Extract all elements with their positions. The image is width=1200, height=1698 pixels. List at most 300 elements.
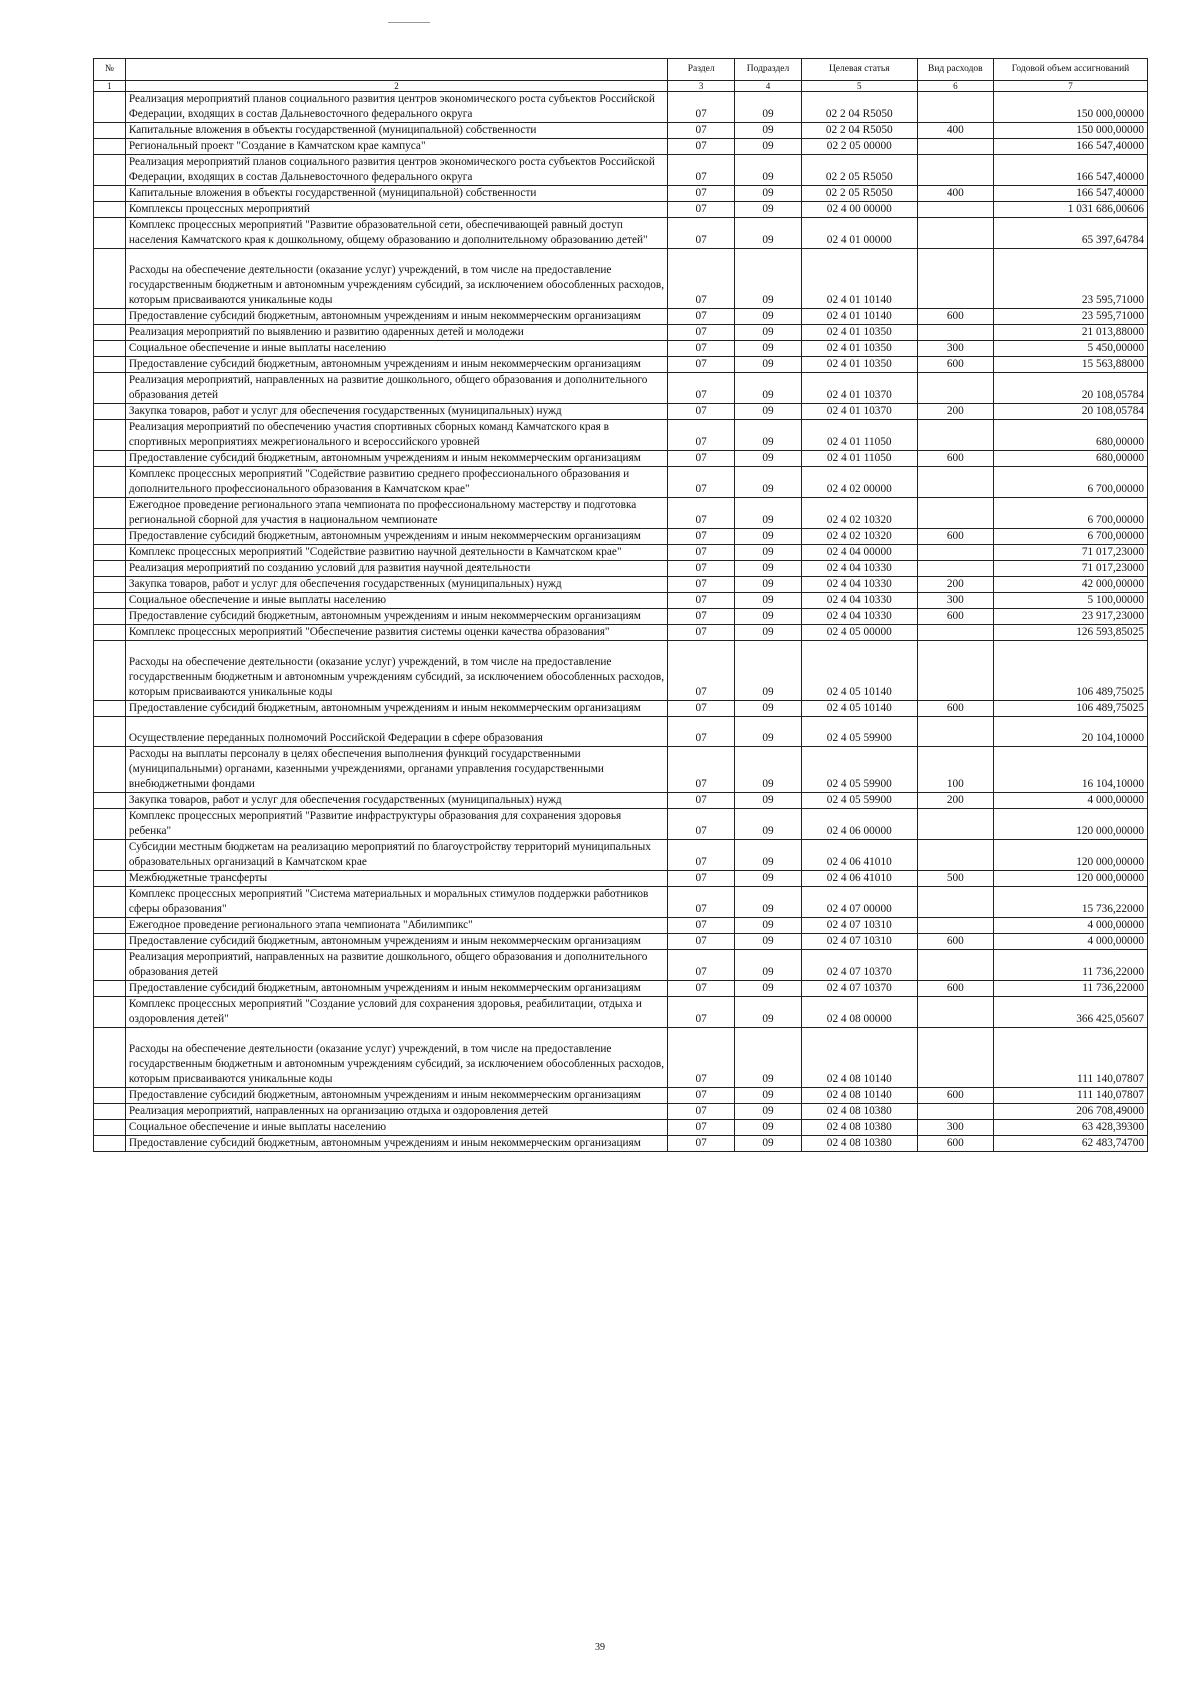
table-header-row [94,59,1148,81]
cell-podrazdel: 09 [735,341,802,357]
cell-razdel: 07 [668,1028,735,1088]
cell-vid-raskhodov [917,625,993,641]
cell-vid-raskhodov [917,1104,993,1120]
cell-number [94,1028,126,1088]
table-row [94,561,1148,577]
cell-name: Закупка товаров, работ и услуг для обеспечения государственных (муниципальных) нужд [125,577,667,593]
cell-tselevaya-statya: 02 4 01 11050 [801,420,917,451]
cell-number [94,609,126,625]
cell-podrazdel: 09 [735,625,802,641]
cell-number [94,155,126,186]
cell-razdel: 07 [668,934,735,950]
table-row [94,701,1148,717]
table-row [94,950,1148,981]
cell-podrazdel: 09 [735,202,802,218]
cell-name: Ежегодное проведение регионального этапа чемпионата "Абилимпикс" [125,918,667,934]
cell-name: Реализация мероприятий, направленных на развитие дошкольного, общего образования и дополнительного образования детей [125,950,667,981]
cell-podrazdel: 09 [735,545,802,561]
cell-tselevaya-statya: 02 4 02 10320 [801,498,917,529]
cell-podrazdel: 09 [735,577,802,593]
cell-name: Реализация мероприятий, направленных на организацию отдыха и оздоровления детей [125,1104,667,1120]
header-podrazdel: Подраздел [735,59,802,81]
cell-amount: 6 700,00000 [994,529,1148,545]
cell-razdel: 07 [668,997,735,1028]
cell-vid-raskhodov: 600 [917,1088,993,1104]
cell-number [94,357,126,373]
table-row [94,155,1148,186]
cell-amount: 4 000,00000 [994,793,1148,809]
column-index-row [94,81,1148,92]
cell-number [94,92,126,123]
cell-vid-raskhodov [917,561,993,577]
cell-vid-raskhodov [917,325,993,341]
column-index: 6 [917,81,993,92]
cell-podrazdel: 09 [735,1120,802,1136]
cell-tselevaya-statya: 02 4 01 11050 [801,451,917,467]
cell-number [94,420,126,451]
cell-amount: 5 450,00000 [994,341,1148,357]
column-index: 3 [668,81,735,92]
cell-vid-raskhodov: 600 [917,357,993,373]
cell-razdel: 07 [668,1120,735,1136]
cell-vid-raskhodov: 200 [917,404,993,420]
cell-amount: 166 547,40000 [994,155,1148,186]
cell-name: Капитальные вложения в объекты государственной (муниципальной) собственности [125,186,667,202]
cell-tselevaya-statya: 02 4 01 10350 [801,357,917,373]
cell-razdel: 07 [668,325,735,341]
cell-name: Комплекс процессных мероприятий "Развитие инфраструктуры образования для сохранения здоровья ребенка" [125,809,667,840]
cell-podrazdel: 09 [735,609,802,625]
cell-number [94,997,126,1028]
cell-number [94,840,126,871]
cell-podrazdel: 09 [735,155,802,186]
cell-razdel: 07 [668,577,735,593]
cell-amount: 20 108,05784 [994,404,1148,420]
cell-amount: 120 000,00000 [994,809,1148,840]
cell-vid-raskhodov [917,950,993,981]
cell-tselevaya-statya: 02 4 04 10330 [801,561,917,577]
cell-amount: 16 104,10000 [994,747,1148,793]
cell-number [94,625,126,641]
table-row [94,202,1148,218]
table-row [94,793,1148,809]
cell-razdel: 07 [668,1088,735,1104]
cell-razdel: 07 [668,1136,735,1152]
cell-amount: 4 000,00000 [994,918,1148,934]
header-razdel: Раздел [668,59,735,81]
table-row [94,123,1148,139]
table-row [94,918,1148,934]
cell-number [94,186,126,202]
cell-razdel: 07 [668,747,735,793]
cell-amount: 71 017,23000 [994,545,1148,561]
cell-tselevaya-statya: 02 4 01 10350 [801,325,917,341]
cell-amount: 21 013,88000 [994,325,1148,341]
cell-number [94,871,126,887]
cell-razdel: 07 [668,701,735,717]
cell-number [94,529,126,545]
cell-amount: 6 700,00000 [994,498,1148,529]
cell-number [94,373,126,404]
cell-number [94,561,126,577]
cell-razdel: 07 [668,249,735,309]
cell-razdel: 07 [668,92,735,123]
cell-number [94,747,126,793]
cell-razdel: 07 [668,139,735,155]
cell-podrazdel: 09 [735,840,802,871]
cell-number [94,404,126,420]
cell-razdel: 07 [668,609,735,625]
table-row [94,325,1148,341]
cell-name: Предоставление субсидий бюджетным, автономным учреждениям и иным некоммерческим организациям [125,451,667,467]
cell-podrazdel: 09 [735,498,802,529]
cell-podrazdel: 09 [735,701,802,717]
cell-tselevaya-statya: 02 4 00 00000 [801,202,917,218]
cell-name: Расходы на обеспечение деятельности (оказание услуг) учреждений, в том числе на предоставление государственным бюджетным и автономным учреждениям субсидий, за исключением обособленных расходов, которым присваиваются уникальные коды [125,1028,667,1088]
cell-podrazdel: 09 [735,123,802,139]
cell-podrazdel: 09 [735,641,802,701]
cell-podrazdel: 09 [735,593,802,609]
cell-vid-raskhodov: 600 [917,529,993,545]
cell-razdel: 07 [668,561,735,577]
cell-tselevaya-statya: 02 4 02 10320 [801,529,917,545]
cell-number [94,577,126,593]
cell-amount: 111 140,07807 [994,1088,1148,1104]
cell-number [94,467,126,498]
cell-razdel: 07 [668,1104,735,1120]
cell-name: Реализация мероприятий планов социального развития центров экономического роста субъектов Российской Федерации, входящих в состав Дальневосточного федерального округа [125,92,667,123]
cell-vid-raskhodov: 200 [917,793,993,809]
cell-number [94,123,126,139]
table-row [94,341,1148,357]
cell-tselevaya-statya: 02 2 04 R5050 [801,92,917,123]
table-row [94,840,1148,871]
cell-name: Региональный проект "Создание в Камчатском крае кампуса" [125,139,667,155]
cell-tselevaya-statya: 02 4 08 10380 [801,1136,917,1152]
cell-tselevaya-statya: 02 4 07 00000 [801,887,917,918]
table-row [94,809,1148,840]
cell-podrazdel: 09 [735,404,802,420]
cell-name: Предоставление субсидий бюджетным, автономным учреждениям и иным некоммерческим организациям [125,934,667,950]
cell-name: Предоставление субсидий бюджетным, автономным учреждениям и иным некоммерческим организациям [125,1088,667,1104]
cell-name: Реализация мероприятий по обеспечению участия спортивных сборных команд Камчатского края в спортивных мероприятиях межрегионального и всероссийского уровней [125,420,667,451]
cell-amount: 206 708,49000 [994,1104,1148,1120]
cell-number [94,918,126,934]
cell-vid-raskhodov [917,498,993,529]
budget-table-page [93,58,1148,1152]
cell-number [94,809,126,840]
cell-razdel: 07 [668,918,735,934]
header-vid-raskhodov: Вид расходов [917,59,993,81]
table-row [94,887,1148,918]
cell-number [94,202,126,218]
cell-amount: 62 483,74700 [994,1136,1148,1152]
cell-amount: 126 593,85025 [994,625,1148,641]
cell-name: Капитальные вложения в объекты государственной (муниципальной) собственности [125,123,667,139]
cell-razdel: 07 [668,529,735,545]
cell-amount: 166 547,40000 [994,186,1148,202]
cell-tselevaya-statya: 02 4 05 59900 [801,717,917,747]
cell-number [94,793,126,809]
cell-amount: 5 100,00000 [994,593,1148,609]
cell-name: Предоставление субсидий бюджетным, автономным учреждениям и иным некоммерческим организациям [125,529,667,545]
cell-tselevaya-statya: 02 4 02 00000 [801,467,917,498]
cell-number [94,641,126,701]
table-row [94,373,1148,404]
table-row [94,577,1148,593]
cell-name: Социальное обеспечение и иные выплаты населению [125,593,667,609]
cell-name: Предоставление субсидий бюджетным, автономным учреждениям и иным некоммерческим организациям [125,609,667,625]
cell-number [94,1088,126,1104]
cell-tselevaya-statya: 02 4 07 10370 [801,981,917,997]
table-row [94,871,1148,887]
cell-podrazdel: 09 [735,950,802,981]
cell-vid-raskhodov [917,1028,993,1088]
cell-number [94,341,126,357]
cell-tselevaya-statya: 02 4 01 10140 [801,249,917,309]
column-index: 2 [125,81,667,92]
cell-number [94,218,126,249]
cell-name: Предоставление субсидий бюджетным, автономным учреждениям и иным некоммерческим организациям [125,357,667,373]
table-row [94,1028,1148,1088]
cell-razdel: 07 [668,498,735,529]
cell-vid-raskhodov [917,373,993,404]
cell-razdel: 07 [668,420,735,451]
cell-amount: 150 000,00000 [994,92,1148,123]
cell-amount: 63 428,39300 [994,1120,1148,1136]
cell-vid-raskhodov: 600 [917,981,993,997]
cell-vid-raskhodov: 200 [917,577,993,593]
cell-name: Реализация мероприятий планов социального развития центров экономического роста субъектов Российской Федерации, входящих в состав Дальневосточного федерального округа [125,155,667,186]
cell-tselevaya-statya: 02 4 01 00000 [801,218,917,249]
cell-podrazdel: 09 [735,887,802,918]
cell-razdel: 07 [668,545,735,561]
cell-podrazdel: 09 [735,218,802,249]
column-index: 4 [735,81,802,92]
cell-vid-raskhodov: 600 [917,701,993,717]
table-row [94,498,1148,529]
table-row [94,529,1148,545]
cell-tselevaya-statya: 02 4 01 10370 [801,404,917,420]
cell-tselevaya-statya: 02 4 08 10380 [801,1120,917,1136]
cell-tselevaya-statya: 02 4 05 59900 [801,747,917,793]
cell-name: Реализация мероприятий по выявлению и развитию одаренных детей и молодежи [125,325,667,341]
table-row [94,218,1148,249]
cell-name: Закупка товаров, работ и услуг для обеспечения государственных (муниципальных) нужд [125,404,667,420]
cell-razdel: 07 [668,186,735,202]
cell-name: Расходы на выплаты персоналу в целях обеспечения выполнения функций государственными (муниципальными) органами, казенными учреждениями, органами управления государственными внебюджетными фондами [125,747,667,793]
cell-number [94,701,126,717]
cell-amount: 23 595,71000 [994,309,1148,325]
cell-name: Реализация мероприятий, направленных на развитие дошкольного, общего образования и дополнительного образования детей [125,373,667,404]
cell-amount: 1 031 686,00606 [994,202,1148,218]
cell-name: Комплекс процессных мероприятий "Создание условий для сохранения здоровья, реабилитации, отдыха и оздоровления детей" [125,997,667,1028]
cell-vid-raskhodov [917,467,993,498]
cell-number [94,451,126,467]
cell-tselevaya-statya: 02 4 05 59900 [801,793,917,809]
cell-name: Предоставление субсидий бюджетным, автономным учреждениям и иным некоммерческим организациям [125,309,667,325]
table-row [94,545,1148,561]
table-row [94,1120,1148,1136]
cell-name: Комплекс процессных мероприятий "Содействие развитию научной деятельности в Камчатском крае" [125,545,667,561]
cell-name: Комплекс процессных мероприятий "Содействие развитию среднего профессионального образования и дополнительного профессионального образования в Камчатском крае" [125,467,667,498]
cell-tselevaya-statya: 02 4 04 10330 [801,577,917,593]
table-row [94,420,1148,451]
cell-tselevaya-statya: 02 2 05 00000 [801,139,917,155]
cell-razdel: 07 [668,641,735,701]
cell-podrazdel: 09 [735,325,802,341]
cell-podrazdel: 09 [735,420,802,451]
cell-vid-raskhodov: 600 [917,609,993,625]
cell-amount: 166 547,40000 [994,139,1148,155]
cell-name: Предоставление субсидий бюджетным, автономным учреждениям и иным некоммерческим организациям [125,701,667,717]
table-row [94,747,1148,793]
cell-vid-raskhodov: 300 [917,1120,993,1136]
header-number: № [94,59,126,81]
cell-podrazdel: 09 [735,561,802,577]
cell-name: Межбюджетные трансферты [125,871,667,887]
cell-vid-raskhodov [917,809,993,840]
cell-vid-raskhodov [917,840,993,871]
cell-number [94,717,126,747]
table-row [94,609,1148,625]
cell-vid-raskhodov: 100 [917,747,993,793]
table-row [94,625,1148,641]
table-row [94,1136,1148,1152]
table-row [94,641,1148,701]
cell-vid-raskhodov [917,139,993,155]
cell-number [94,934,126,950]
cell-vid-raskhodov [917,218,993,249]
cell-amount: 106 489,75025 [994,701,1148,717]
cell-tselevaya-statya: 02 4 07 10370 [801,950,917,981]
cell-razdel: 07 [668,404,735,420]
table-row [94,186,1148,202]
cell-amount: 6 700,00000 [994,467,1148,498]
cell-amount: 42 000,00000 [994,577,1148,593]
cell-name: Предоставление субсидий бюджетным, автономным учреждениям и иным некоммерческим организациям [125,981,667,997]
table-row [94,139,1148,155]
cell-podrazdel: 09 [735,1088,802,1104]
cell-podrazdel: 09 [735,809,802,840]
cell-tselevaya-statya: 02 4 08 10140 [801,1088,917,1104]
scan-mark [388,22,430,23]
cell-name: Расходы на обеспечение деятельности (оказание услуг) учреждений, в том числе на предоставление государственным бюджетным и автономным учреждениям субсидий, за исключением обособленных расходов, которым присваиваются уникальные коды [125,249,667,309]
cell-razdel: 07 [668,950,735,981]
cell-razdel: 07 [668,341,735,357]
cell-number [94,950,126,981]
cell-vid-raskhodov [917,545,993,561]
table-row [94,309,1148,325]
cell-amount: 71 017,23000 [994,561,1148,577]
cell-podrazdel: 09 [735,997,802,1028]
cell-number [94,981,126,997]
cell-razdel: 07 [668,467,735,498]
cell-podrazdel: 09 [735,934,802,950]
cell-razdel: 07 [668,373,735,404]
cell-podrazdel: 09 [735,918,802,934]
table-row [94,981,1148,997]
cell-razdel: 07 [668,840,735,871]
cell-amount: 15 736,22000 [994,887,1148,918]
cell-tselevaya-statya: 02 2 05 R5050 [801,155,917,186]
cell-amount: 120 000,00000 [994,840,1148,871]
cell-podrazdel: 09 [735,1028,802,1088]
cell-vid-raskhodov: 300 [917,341,993,357]
table-row [94,934,1148,950]
cell-amount: 120 000,00000 [994,871,1148,887]
cell-razdel: 07 [668,123,735,139]
cell-razdel: 07 [668,593,735,609]
cell-amount: 680,00000 [994,451,1148,467]
table-row [94,717,1148,747]
cell-podrazdel: 09 [735,139,802,155]
cell-vid-raskhodov [917,717,993,747]
cell-tselevaya-statya: 02 4 05 10140 [801,641,917,701]
cell-number [94,1104,126,1120]
column-index: 5 [801,81,917,92]
table-row [94,593,1148,609]
cell-vid-raskhodov: 400 [917,186,993,202]
cell-razdel: 07 [668,793,735,809]
cell-razdel: 07 [668,871,735,887]
cell-number [94,498,126,529]
header-name [125,59,667,81]
cell-podrazdel: 09 [735,451,802,467]
table-body [94,92,1148,1152]
cell-tselevaya-statya: 02 4 05 10140 [801,701,917,717]
cell-razdel: 07 [668,451,735,467]
cell-podrazdel: 09 [735,373,802,404]
cell-tselevaya-statya: 02 4 08 10140 [801,1028,917,1088]
cell-podrazdel: 09 [735,871,802,887]
cell-tselevaya-statya: 02 4 07 10310 [801,918,917,934]
cell-name: Комплекс процессных мероприятий "Обеспечение развития системы оценки качества образования" [125,625,667,641]
cell-name: Расходы на обеспечение деятельности (оказание услуг) учреждений, в том числе на предоставление государственным бюджетным и автономным учреждениям субсидий, за исключением обособленных расходов, которым присваиваются уникальные коды [125,641,667,701]
cell-number [94,887,126,918]
cell-number [94,325,126,341]
budget-allocation-table [93,58,1148,1152]
cell-vid-raskhodov: 600 [917,451,993,467]
cell-name: Социальное обеспечение и иные выплаты населению [125,1120,667,1136]
cell-amount: 150 000,00000 [994,123,1148,139]
cell-tselevaya-statya: 02 4 04 00000 [801,545,917,561]
cell-vid-raskhodov [917,641,993,701]
cell-tselevaya-statya: 02 4 04 10330 [801,593,917,609]
cell-vid-raskhodov [917,249,993,309]
table-row [94,404,1148,420]
cell-amount: 65 397,64784 [994,218,1148,249]
cell-vid-raskhodov: 300 [917,593,993,609]
cell-razdel: 07 [668,309,735,325]
cell-amount: 366 425,05607 [994,997,1148,1028]
cell-amount: 11 736,22000 [994,981,1148,997]
table-row [94,451,1148,467]
cell-podrazdel: 09 [735,529,802,545]
cell-amount: 11 736,22000 [994,950,1148,981]
cell-tselevaya-statya: 02 4 07 10310 [801,934,917,950]
cell-amount: 23 595,71000 [994,249,1148,309]
table-row [94,249,1148,309]
cell-vid-raskhodov [917,155,993,186]
table-row [94,92,1148,123]
cell-vid-raskhodov [917,887,993,918]
table-row [94,1088,1148,1104]
cell-podrazdel: 09 [735,981,802,997]
header-tselevaya-statya: Целевая статья [801,59,917,81]
table-row [94,357,1148,373]
cell-podrazdel: 09 [735,249,802,309]
